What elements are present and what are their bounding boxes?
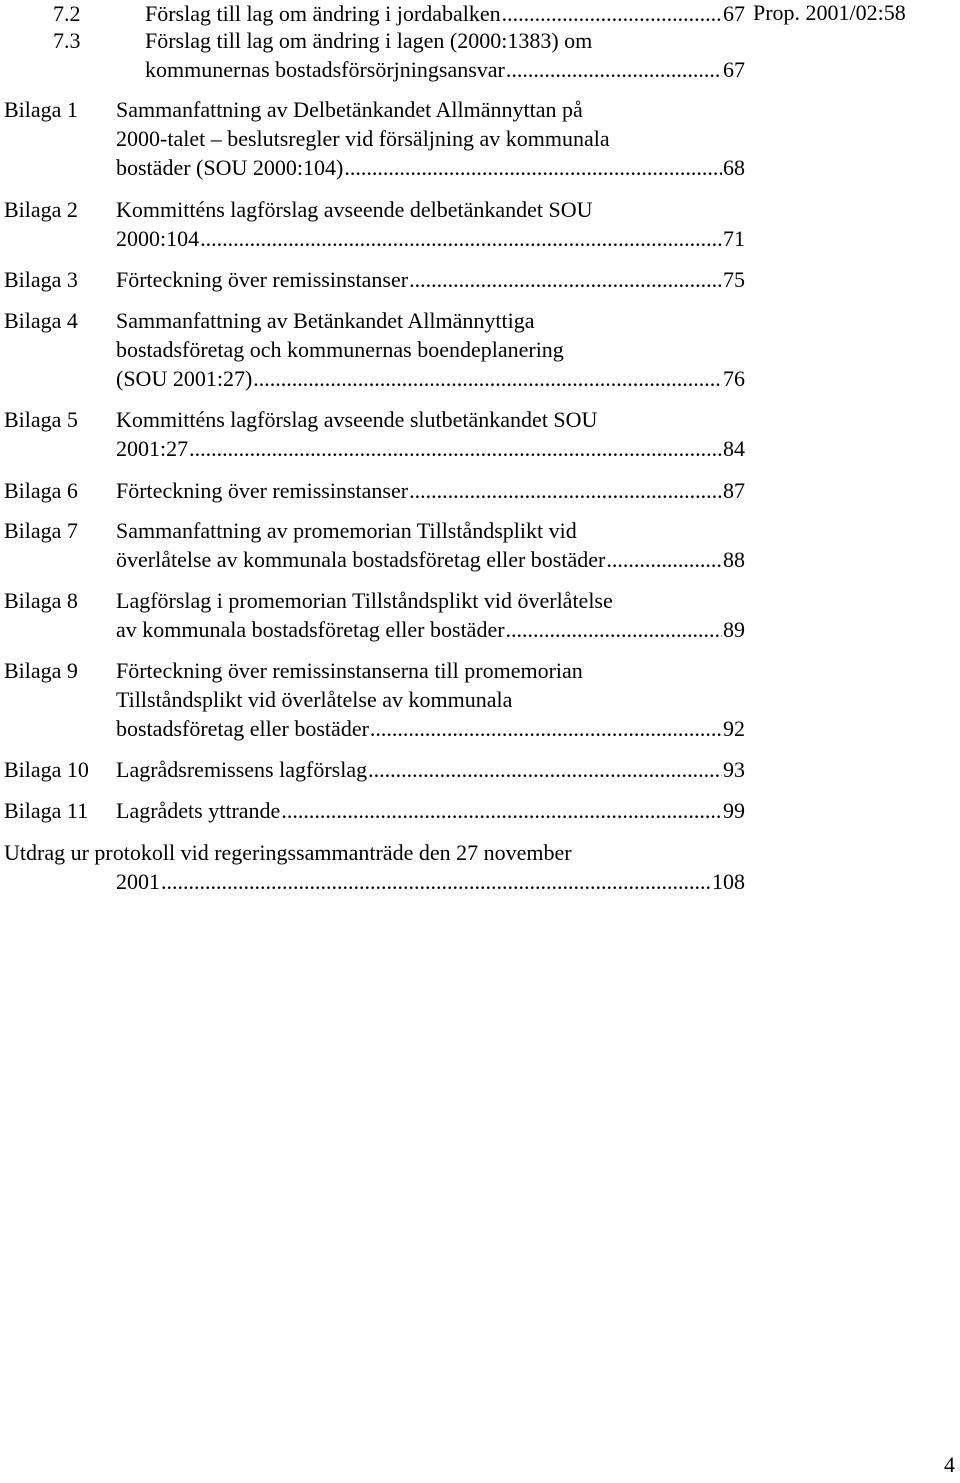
toc-entry-title-line: Sammanfattning av Betänkandet Allmännyttiga: [116, 308, 535, 333]
toc-entry-title-line: Sammanfattning av promemorian Tillståndsplikt vid: [116, 518, 577, 543]
toc-entry-number: 7.3: [53, 28, 81, 53]
toc-entry-number: Bilaga 7: [4, 518, 78, 543]
toc-entry-number: Bilaga 6: [4, 478, 78, 503]
dot-leader: [506, 616, 722, 644]
toc-entry-number: Bilaga 3: [4, 267, 78, 292]
toc-entry-page: 67: [723, 57, 745, 82]
toc-entry-page: 68: [723, 155, 745, 180]
dot-leader: [502, 0, 722, 28]
toc-entry-title-line: Kommitténs lagförslag avseende delbetänkandet SOU: [116, 197, 593, 222]
dot-leader: [161, 868, 711, 896]
toc-entry-page: 71: [723, 226, 745, 251]
dot-leader: [409, 477, 722, 505]
toc-entry-number: 7.2: [53, 1, 81, 26]
toc-entry-page: 84: [723, 436, 745, 461]
toc-entry-number: Bilaga 11: [4, 798, 89, 823]
toc-entry-page: 76: [723, 366, 745, 391]
page-number: 4: [944, 1452, 955, 1477]
toc-entry-page: 93: [723, 757, 745, 782]
dot-leader: [281, 797, 722, 825]
toc-entry-title-line: (SOU 2001:27): [116, 366, 253, 391]
toc-entry-title-line: Tillståndsplikt vid överlåtelse av kommunala: [116, 687, 513, 712]
toc-entry-page: 87: [723, 478, 745, 503]
toc-entry-title-line: Sammanfattning av Delbetänkandet Allmännyttan på: [116, 97, 583, 122]
toc-entry-page: 67: [723, 1, 745, 26]
toc-entry-title-line: bostadsföretag och kommunernas boendeplanering: [116, 337, 564, 362]
toc-entry-title-line: Lagförslag i promemorian Tillståndsplikt vid överlåtelse: [116, 588, 613, 613]
toc-entry-title-line: 2000:104: [116, 226, 200, 251]
dot-leader: [200, 225, 722, 253]
toc-entry-number: Bilaga 2: [4, 197, 78, 222]
toc-entry-title-line: 2001: [116, 869, 160, 894]
toc-entry-title-line: bostadsföretag eller bostäder: [116, 716, 369, 741]
toc-entry-page: 92: [723, 716, 745, 741]
dot-leader: [409, 266, 722, 294]
proposition-reference: Prop. 2001/02:58: [753, 0, 906, 25]
toc-entry-title-line: 2001:27: [116, 436, 189, 461]
toc-entry-title-line: bostäder (SOU 2000:104): [116, 155, 344, 180]
toc-entry-number: Bilaga 4: [4, 308, 78, 333]
toc-entry-number: Bilaga 1: [4, 97, 78, 122]
toc-entry-title-line: Utdrag ur protokoll vid regeringssammanträde den 27 november: [4, 840, 572, 865]
toc-entry-title-line: 2000-talet – beslutsregler vid försäljning av kommunala: [116, 126, 610, 151]
toc-entry-title-line: överlåtelse av kommunala bostadsföretag eller bostäder: [116, 547, 606, 572]
toc-entry-title-line: Förteckning över remissinstanser: [116, 478, 409, 503]
toc-entry-number: Bilaga 5: [4, 407, 78, 432]
toc-entry-title-line: Lagrådsremissens lagförslag: [116, 757, 368, 782]
dot-leader: [344, 154, 722, 182]
dot-leader: [368, 756, 722, 784]
toc-entry-number: Bilaga 8: [4, 588, 78, 613]
toc-entry-title-line: Förslag till lag om ändring i jordabalken: [145, 1, 501, 26]
toc-entry-title-line: Förteckning över remissinstanserna till promemorian: [116, 658, 583, 683]
toc-entry-page: 99: [723, 798, 745, 823]
dot-leader: [506, 56, 722, 84]
dot-leader: [189, 435, 722, 463]
toc-entry-page: 75: [723, 267, 745, 292]
toc-entry-title-line: Förteckning över remissinstanser: [116, 267, 409, 292]
dot-leader: [606, 546, 722, 574]
toc-entry-number: Bilaga 9: [4, 658, 78, 683]
toc-entry-page: 108: [712, 869, 745, 894]
dot-leader: [370, 715, 722, 743]
toc-entry-page: 89: [723, 617, 745, 642]
dot-leader: [253, 365, 722, 393]
toc-entry-title-line: Kommitténs lagförslag avseende slutbetänkandet SOU: [116, 407, 598, 432]
toc-entry-page: 88: [723, 547, 745, 572]
toc-entry-number: Bilaga 10: [4, 757, 89, 782]
toc-entry-title-line: Lagrådets yttrande: [116, 798, 281, 823]
toc-entry-title-line: Förslag till lag om ändring i lagen (2000:1383) om: [145, 28, 593, 53]
toc-entry-title-line: kommunernas bostadsförsörjningsansvar: [145, 57, 505, 82]
toc-entry-title-line: av kommunala bostadsföretag eller bostäder: [116, 617, 505, 642]
